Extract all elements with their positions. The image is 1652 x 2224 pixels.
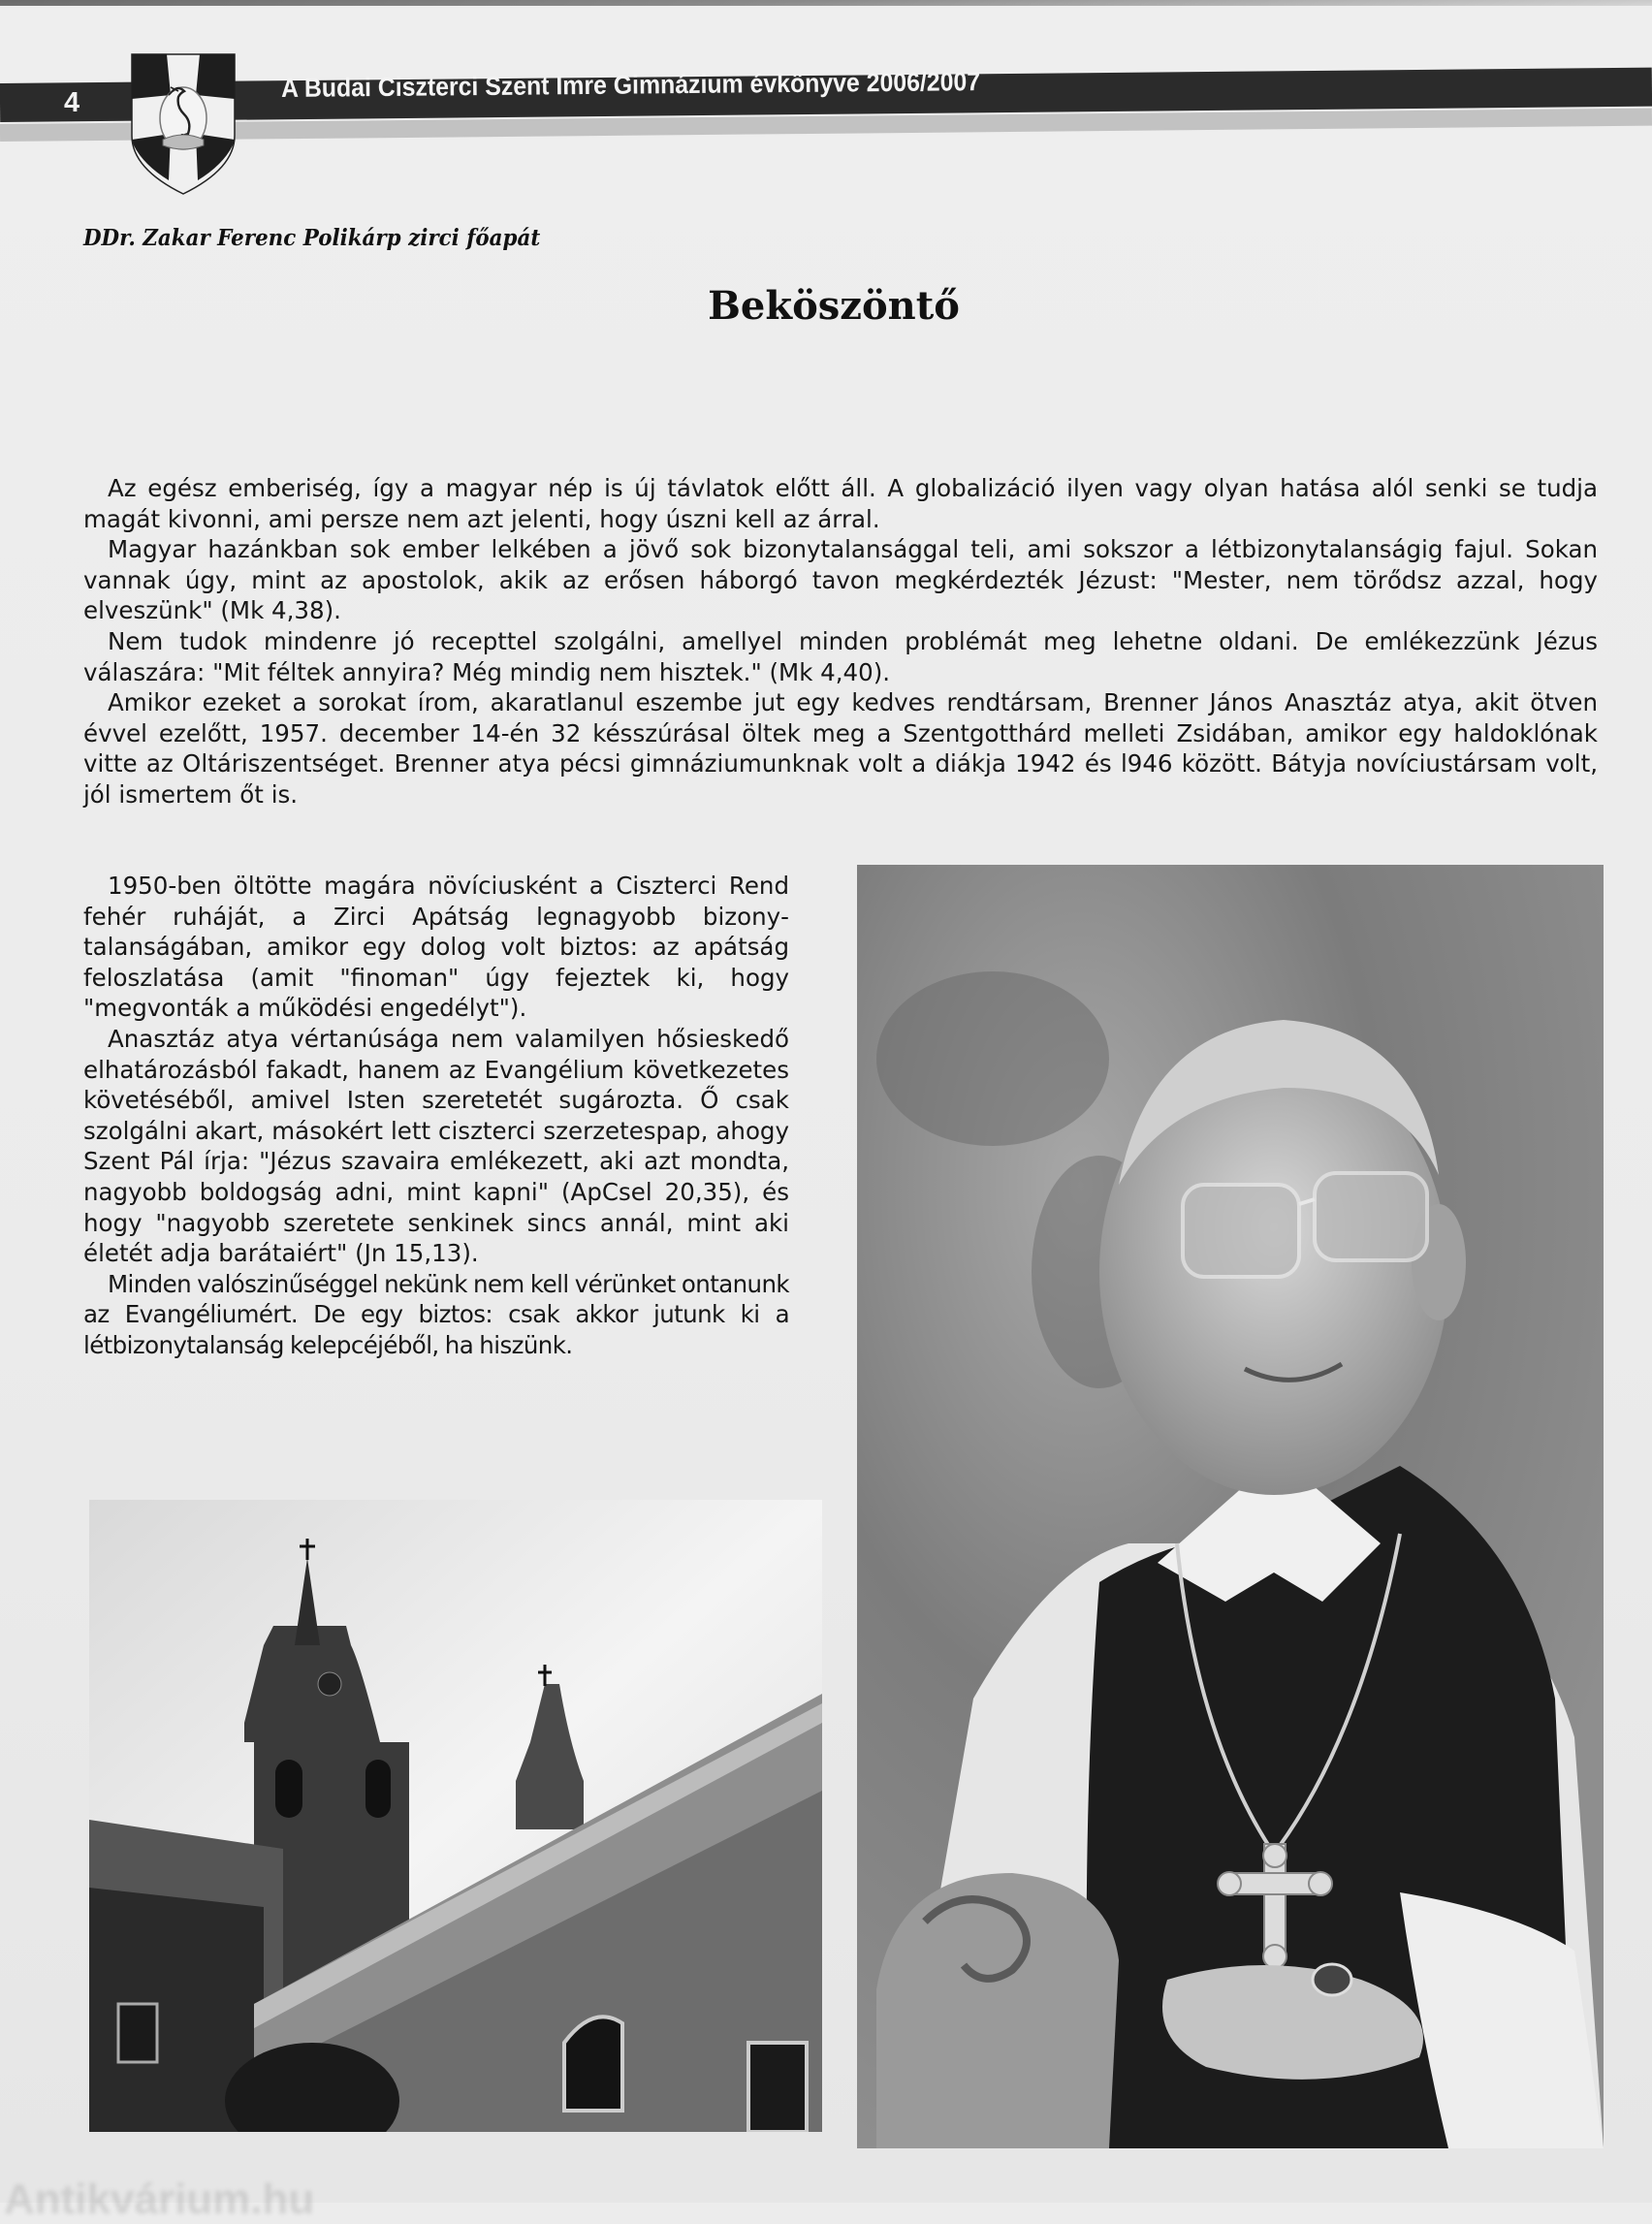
paragraph: Anasztáz atya vértanúsága nem valamilyen hősieskedő elhatározásból fakadt, hanem az Evangélium következetes követéséből, amivel Isten szeretetét sugározta. Ő csak szolgálni akart, másokért lett ciszterci szerzetespap, ahogy Szent Pál írja: "Jézus szavaira emlékezett, aki azt mondta, nagyobb boldogság adni, mint kapni" (ApCsel 20,35), és hogy "nagyobb szeretete senkinek sincs annál, mint aki életét adja barátaiért" (Jn 15,13). xyxy=(83,1024,789,1268)
abbey-illustration xyxy=(89,1500,822,2132)
paragraph: Az egész emberiség, így a magyar nép is új távlatok előtt áll. A globalizáció ilyen vagy olyan hatása alól senki se tudja magát kivonni, ami persze nem azt jelenti, hogy úszni kell az árral. xyxy=(83,474,1598,533)
page-number: 4 xyxy=(64,87,80,118)
article-byline: DDr. Zakar Ferenc Polikárp zirci főapát xyxy=(83,225,541,251)
header-title: A Budai Ciszterci Szent Imre Gimnázium évkönyve 2006/2007 xyxy=(280,67,981,103)
paragraph: Magyar hazánkban sok ember lelkében a jövő sok bizonytalansággal teli, ami sokszor a létbizonytalanságig fajul. Sokan vannak úgy, mint az apostolok, akik az erősen háborgó tavon megkérdezték Jézust: "Mester, nem törődsz azzal, hogy elveszünk" (Mk 4,38). xyxy=(83,535,1598,625)
paragraph: Minden valószinűséggel nekünk nem kell vérünket ontanunk az Evangéliumért. De egy biztos: csak akkor jutunk ki a létbizonytalanság kelepcéjéből, ha hiszünk. xyxy=(83,1269,789,1359)
yearbook-page xyxy=(0,6,1652,2223)
article-title-text: Beköszöntő xyxy=(708,283,960,329)
portrait-illustration xyxy=(857,865,1604,2148)
article-body-column xyxy=(83,871,789,1361)
watermark: Antikvárium.hu xyxy=(4,2176,315,2223)
article-body-full-width xyxy=(83,473,1598,810)
paragraph: Nem tudok mindenre jó recepttel szolgálni, amellyel minden problémát meg lehetne oldani. De emlékezzünk Jézus válaszára: "Mit féltek annyira? Még mindig nem hisztek." (Mk 4,40). xyxy=(83,626,1598,686)
school-crest-heron-icon xyxy=(130,52,237,196)
paragraph: Amikor ezeket a sorokat írom, akaratlanul eszembe jut egy kedves rendtársam, Brenner János Anasztáz atya, akit ötven évvel ezelőtt, 1957. december 14-én 32 késszúrásal öltek meg a Szentgotthárd melleti Zsidában, amikor egy haldoklónak vitte az Oltáriszentséget. Brenner atya pécsi gimnáziumunknak volt a diákja 1942 és l946 között. Bátyja novíciustársam volt, jól ismertem őt is. xyxy=(83,688,1598,809)
portrait-photo-abbot xyxy=(857,865,1604,2148)
abbey-church-towers-photo xyxy=(89,1500,822,2132)
paragraph: 1950-ben öltötte magára növíciusként a Ciszterci Rend fehér ruháját, a Zirci Apátság legnagyobb bizonytalanságában, amikor egy dolog volt biztos: az apátság feloszlatása (amit "finoman" úgy fejeztek ki, hogy "megvonták a működési engedélyt"). xyxy=(83,872,789,1023)
article-title xyxy=(0,283,1652,329)
